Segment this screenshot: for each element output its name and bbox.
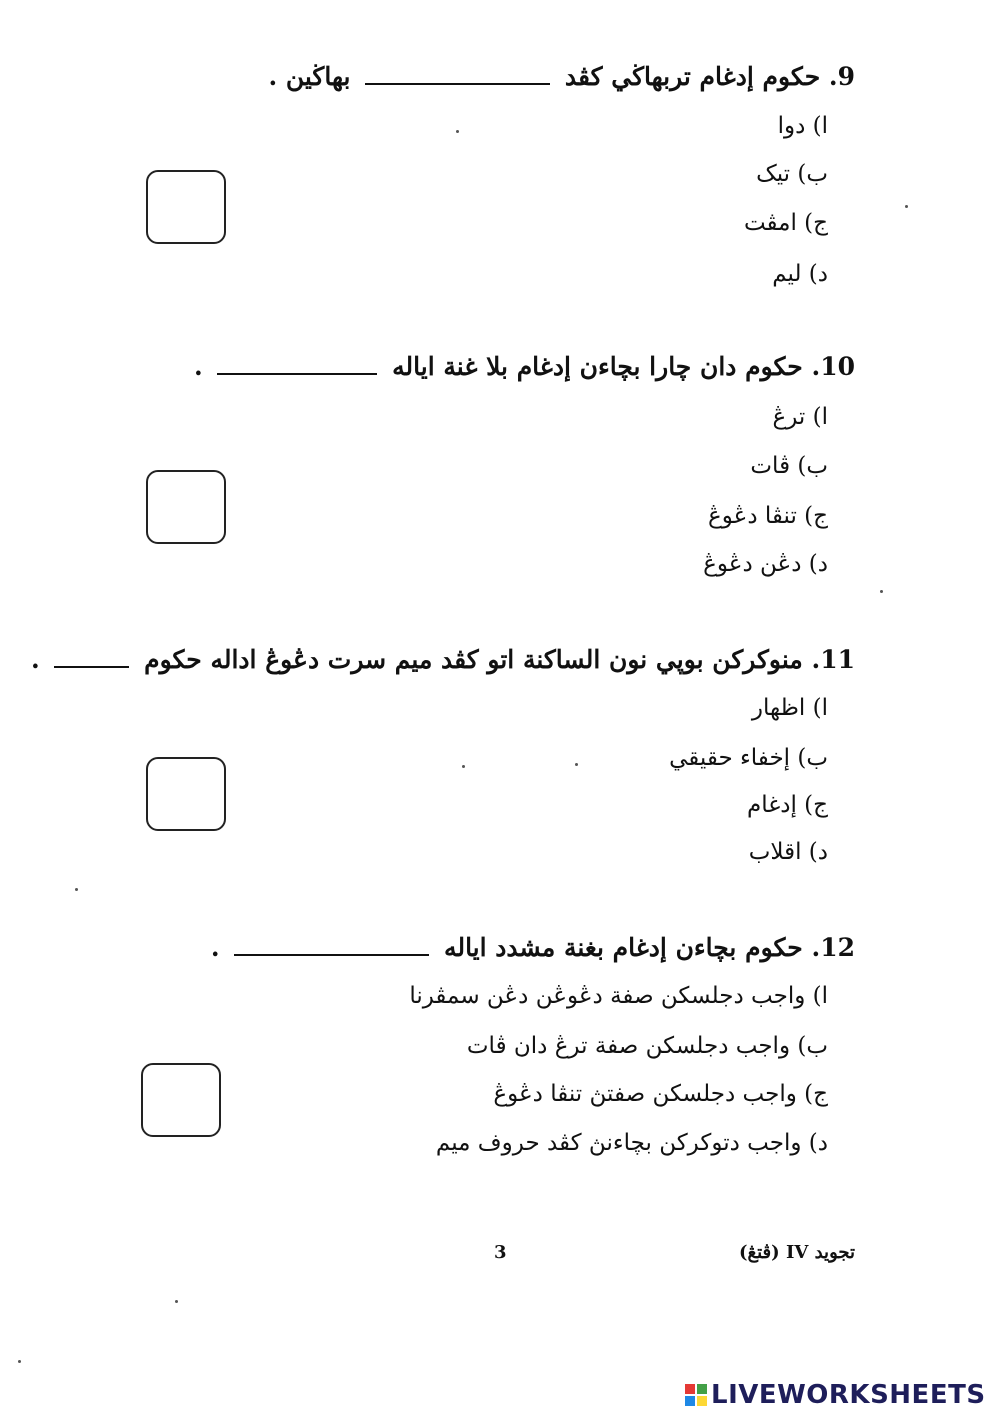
question-number: 10. [811,352,855,381]
answer-blank [365,81,550,85]
option-d: د) ليم [772,261,828,287]
question-stem-end: بهاڬين . [268,62,351,91]
liveworksheets-logo [685,1380,986,1410]
scan-speck [462,765,465,768]
answer-box-9[interactable] [146,170,226,244]
option-b: ب) إخفاء حقيقي [669,745,828,771]
page-number: 3 [494,1242,507,1263]
answer-box-12[interactable] [141,1063,221,1137]
scan-speck [880,590,883,593]
brand-text: LIVEWORKSHEETS [711,1380,986,1410]
scan-speck [175,1300,178,1303]
answer-blank [54,664,129,668]
question-stem-end: . [193,352,203,381]
scan-speck [456,130,459,133]
answer-box-11[interactable] [146,757,226,831]
question-stem: حكوم إدغام تربهاڬي كڤد [564,62,821,91]
option-a: ا) واجب دجلسكن صفة دڠوڠن دڠن سمڤرنا [409,983,828,1009]
option-c: ج) تنڤا دڠوڠ [708,503,828,529]
question-stem: حكوم بچاءن إدغام بغنة مشدد ايالە [444,933,803,962]
scan-speck [575,763,578,766]
question-stem-end: . [30,645,40,674]
option-a: ا) دوا [777,113,828,139]
question-text [31,645,855,674]
option-d: د) دڠن دڠوڠ [703,551,828,577]
liveworksheets-icon [685,1383,707,1405]
scan-speck [75,888,78,891]
option-b: ب) تيک [756,161,828,187]
answer-blank [217,371,377,375]
question-stem: حكوم دان چارا بچاءن إدغام بلا غنة اياله [392,352,803,381]
question-text [194,352,855,381]
option-d: د) واجب دتوكركن بچاءنڽ كڤد حروف ميم [435,1130,828,1156]
question-number: 11. [811,645,855,674]
option-c: ج) إدغام [746,792,828,818]
question-stem: منوكركن بوڽي نون الساكنة اتو كڤد ميم سرت دڠوڠ اداله حكوم [144,645,803,674]
option-c: ج) واجب دجلسكن صفتڽ تنڤا دڠوڠ [493,1081,828,1107]
footer-subject: تجويد IV (ڤتڠ) [739,1242,855,1263]
question-text [211,933,855,962]
option-d: د) اقلاب [748,839,828,865]
option-a: ا) اظهار [751,695,828,721]
option-a: ا) ترڠ [772,404,828,430]
option-b: ب) واجب دجلسكن صفة ترڠ دان ڤات [466,1033,828,1059]
scan-speck [18,1360,21,1363]
question-number: 9. [828,62,855,91]
answer-blank [234,952,429,956]
option-b: ب) ڤات [750,453,828,479]
answer-box-10[interactable] [146,470,226,544]
question-stem-end: . [210,933,220,962]
question-number: 12. [811,933,855,962]
question-text [268,62,855,91]
scan-speck [905,205,908,208]
option-c: ج) امڤت [743,210,828,236]
